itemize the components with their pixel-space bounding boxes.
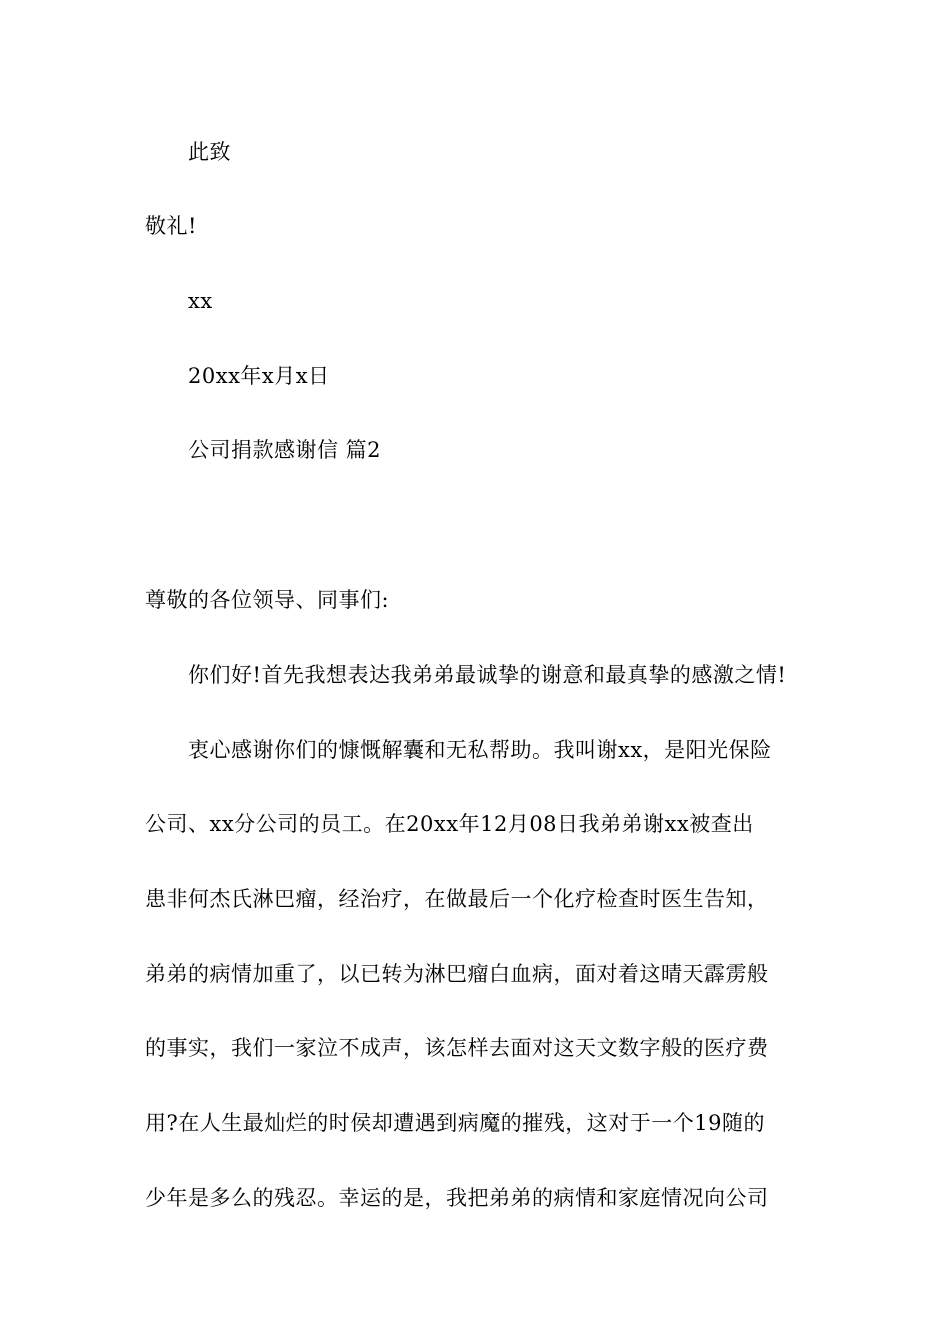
letter-greeting: 尊敬的各位领导、同事们: (145, 588, 390, 612)
closing-salutation-2: 敬礼! (145, 214, 197, 238)
body-line: 用?在人生最灿烂的时侯却遭遇到病魔的摧残，这对于一个19随的 (145, 1111, 765, 1135)
body-line: 患非何杰氏淋巴瘤，经治疗，在做最后一个化疗检查时医生告知， (145, 887, 769, 911)
letter-opening: 你们好!首先我想表达我弟弟最诚挚的谢意和最真挚的感激之情! (188, 663, 787, 687)
body-line: 衷心感谢你们的慷慨解囊和无私帮助。我叫谢xx，是阳光保险 (188, 738, 772, 762)
date: 20xx年x月x日 (188, 364, 330, 388)
body-line: 的事实，我们一家泣不成声，该怎样去面对这天文数字般的医疗费 (145, 1036, 769, 1060)
body-line: 少年是多么的残忍。幸运的是，我把弟弟的病情和家庭情况向公司 (145, 1186, 769, 1210)
body-line: 弟弟的病情加重了，以已转为淋巴瘤白血病，面对着这晴天霹雳般 (145, 962, 769, 986)
section-heading: 公司捐款感谢信 篇2 (188, 438, 382, 462)
body-line: 公司、xx分公司的员工。在20xx年12月08日我弟弟谢xx被查出 (145, 812, 754, 836)
closing-salutation-1: 此致 (188, 140, 231, 164)
signature: xx (188, 289, 213, 313)
